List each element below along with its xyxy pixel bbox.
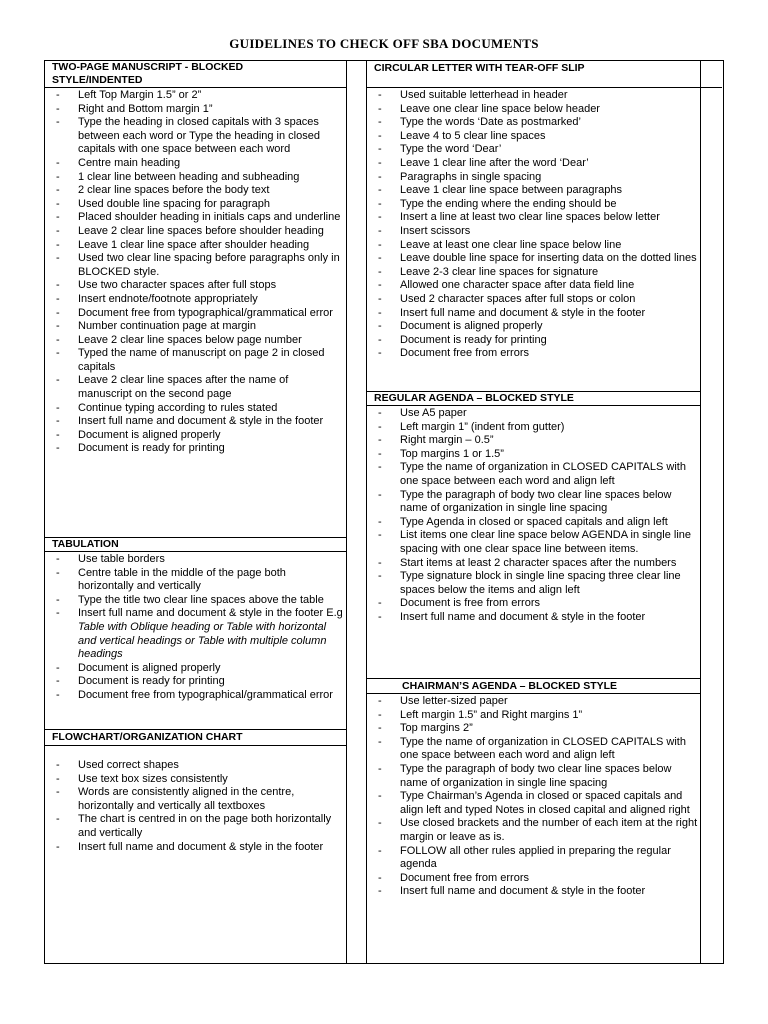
list-item: - Centre table in the middle of the page both horizontally and vertically (52, 567, 344, 594)
list-item: - Insert full name and document & style in the footer (374, 611, 698, 625)
list-item: - The chart is centred in on the page both horizontally and vertically (52, 813, 344, 840)
row-divider (366, 87, 722, 88)
list-item: - Insert full name and document & style in the footer (374, 885, 698, 899)
list-item: - Document is ready for printing (52, 442, 344, 456)
list-item: - Leave one clear line space below header (374, 103, 698, 117)
list-item: - Document free from errors (374, 872, 698, 886)
list-item: - Leave 1 clear line space between paragraphs (374, 184, 698, 198)
column-divider (700, 60, 701, 964)
column-divider (346, 60, 347, 964)
row-divider (366, 693, 700, 694)
list-item: - Insert a line at least two clear line spaces below letter (374, 211, 698, 225)
list-item: - Insert full name and document & style in the footer (52, 415, 344, 429)
row-divider (366, 678, 700, 679)
list-item: - Use A5 paper (374, 407, 698, 421)
list-item: - Paragraphs in single spacing (374, 171, 698, 185)
list-item: - Leave 4 to 5 clear line spaces (374, 130, 698, 144)
list-item: - Insert endnote/footnote appropriately (52, 293, 344, 307)
list-item: - Leave 2 clear line spaces after the name of manuscript on the second page (52, 374, 344, 401)
list-item: - Number continuation page at margin (52, 320, 344, 334)
list-item: - Type the paragraph of body two clear line spaces below name of organization in single line spacing (374, 489, 698, 516)
list-item: - Type the name of organization in CLOSED CAPITALS with one space between each word and align left (374, 736, 698, 763)
list-item: - Type signature block in single line spacing three clear line spaces below the items and align left (374, 570, 698, 597)
list-item: - Used 2 character spaces after full stops or colon (374, 293, 698, 307)
list-item: - Typed the name of manuscript on page 2 in closed capitals (52, 347, 344, 374)
list-item: - Start items at least 2 character spaces after the numbers (374, 557, 698, 571)
section-heading-regular-agenda: REGULAR AGENDA – BLOCKED STYLE (374, 392, 574, 404)
list-item: - Leave at least one clear line space below line (374, 239, 698, 253)
row-divider (44, 745, 346, 746)
flowchart-list (52, 759, 344, 854)
page-title: GUIDELINES TO CHECK OFF SBA DOCUMENTS (229, 36, 539, 51)
chairmans-agenda-list (374, 695, 698, 899)
list-item: - Use table borders (52, 553, 344, 567)
list-item: - Right margin – 0.5” (374, 434, 698, 448)
section-heading-flowchart: FLOWCHART/ORGANIZATION CHART (52, 731, 243, 743)
section-heading-manuscript: TWO-PAGE MANUSCRIPT - BLOCKED STYLE/INDENTED (52, 61, 244, 86)
row-divider (44, 729, 346, 730)
list-item: - Type the ending where the ending should be (374, 198, 698, 212)
list-item: - Leave double line space for inserting data on the dotted lines (374, 252, 698, 266)
list-item: - Type Chairman’s Agenda in closed or spaced capitals and align left and typed Notes in closed capital and aligned right (374, 790, 698, 817)
list-item: - Leave 2-3 clear line spaces for signature (374, 266, 698, 280)
list-item: - 2 clear line spaces before the body text (52, 184, 344, 198)
list-item: - Insert full name and document & style in the footer (374, 307, 698, 321)
list-item: - Words are consistently aligned in the centre, horizontally and vertically all textboxes (52, 786, 344, 813)
row-divider (44, 551, 346, 552)
list-item: - Type the words ‘Date as postmarked’ (374, 116, 698, 130)
list-item-text: Insert full name and document & style in the footer E.g (78, 607, 343, 620)
manuscript-list (52, 89, 344, 456)
list-item: - Left margin 1.5” and Right margins 1” (374, 709, 698, 723)
list-item: - Insert scissors (374, 225, 698, 239)
list-item: - Type the word ‘Dear’ (374, 143, 698, 157)
tabulation-list (52, 553, 344, 703)
list-item: - Used double line spacing for paragraph (52, 198, 344, 212)
row-divider (44, 87, 346, 88)
regular-agenda-list (374, 407, 698, 625)
list-item: - Top margins 2” (374, 722, 698, 736)
list-item: - Document is ready for printing (52, 675, 344, 689)
list-item: - Use text box sizes consistently (52, 773, 344, 787)
section-heading-tabulation: TABULATION (52, 538, 119, 550)
list-item: - Top margins 1 or 1.5” (374, 448, 698, 462)
list-item: - Leave 2 clear line spaces before shoulder heading (52, 225, 344, 239)
section-heading-chairmans-agenda: CHAIRMAN’S AGENDA – BLOCKED STYLE (402, 680, 618, 692)
section-heading-circular-letter: CIRCULAR LETTER WITH TEAR-OFF SLIP (374, 62, 585, 74)
list-item: - List items one clear line space below AGENDA in single line spacing with one clear space line between items. (374, 529, 698, 556)
list-item: - Allowed one character space after data field line (374, 279, 698, 293)
list-item: - Used suitable letterhead in header (374, 89, 698, 103)
list-item: - FOLLOW all other rules applied in preparing the regular agenda (374, 845, 698, 872)
list-item: - Type the title two clear line spaces above the table (52, 594, 344, 608)
list-item: - 1 clear line between heading and subheading (52, 171, 344, 185)
list-item: - Document is aligned properly (374, 320, 698, 334)
list-item: - Insert full name and document & style in the footer (52, 841, 344, 855)
list-item: - Used correct shapes (52, 759, 344, 773)
list-item: - Centre main heading (52, 157, 344, 171)
list-item: - Leave 2 clear line spaces below page number (52, 334, 344, 348)
row-divider (366, 405, 700, 406)
list-item: - Use closed brackets and the number of each item at the right margin or leave as is. (374, 817, 698, 844)
list-item: - Type the name of organization in CLOSED CAPITALS with one space between each word and align left (374, 461, 698, 488)
footer-example-text: Table with Oblique heading or Table with horizontal and vertical headings or Table with multiple column headings (78, 620, 327, 661)
list-item: - Document is ready for printing (374, 334, 698, 348)
list-item: - Continue typing according to rules stated (52, 402, 344, 416)
list-item: - Type the heading in closed capitals with 3 spaces between each word or Type the heading in closed capitals with one space between each word (52, 116, 344, 157)
list-item: - Type the paragraph of body two clear line spaces below name of organization in single line spacing (374, 763, 698, 790)
list-item: - Leave 1 clear line space after shoulder heading (52, 239, 344, 253)
list-item: - Used two clear line spacing before paragraphs only in BLOCKED style. (52, 252, 344, 279)
list-item: - Document free from errors (374, 347, 698, 361)
list-item: - Document free from typographical/grammatical error (52, 307, 344, 321)
list-item: - Use two character spaces after full stops (52, 279, 344, 293)
list-item: - Right and Bottom margin 1” (52, 103, 344, 117)
list-item: - Placed shoulder heading in initials caps and underline (52, 211, 344, 225)
list-item: - Left margin 1” (indent from gutter) (374, 421, 698, 435)
list-item: - Leave 1 clear line after the word ‘Dear’ (374, 157, 698, 171)
list-item: - Use letter-sized paper (374, 695, 698, 709)
list-item: - Left Top Margin 1.5” or 2” (52, 89, 344, 103)
circular-letter-list (374, 89, 698, 361)
list-item: - Document is aligned properly (52, 662, 344, 676)
list-item: - Document is aligned properly (52, 429, 344, 443)
list-item: - Type Agenda in closed or spaced capitals and align left (374, 516, 698, 530)
list-item (52, 607, 344, 661)
column-divider (366, 60, 367, 964)
list-item: - Document is free from errors (374, 597, 698, 611)
list-item: - Document free from typographical/grammatical error (52, 689, 344, 703)
